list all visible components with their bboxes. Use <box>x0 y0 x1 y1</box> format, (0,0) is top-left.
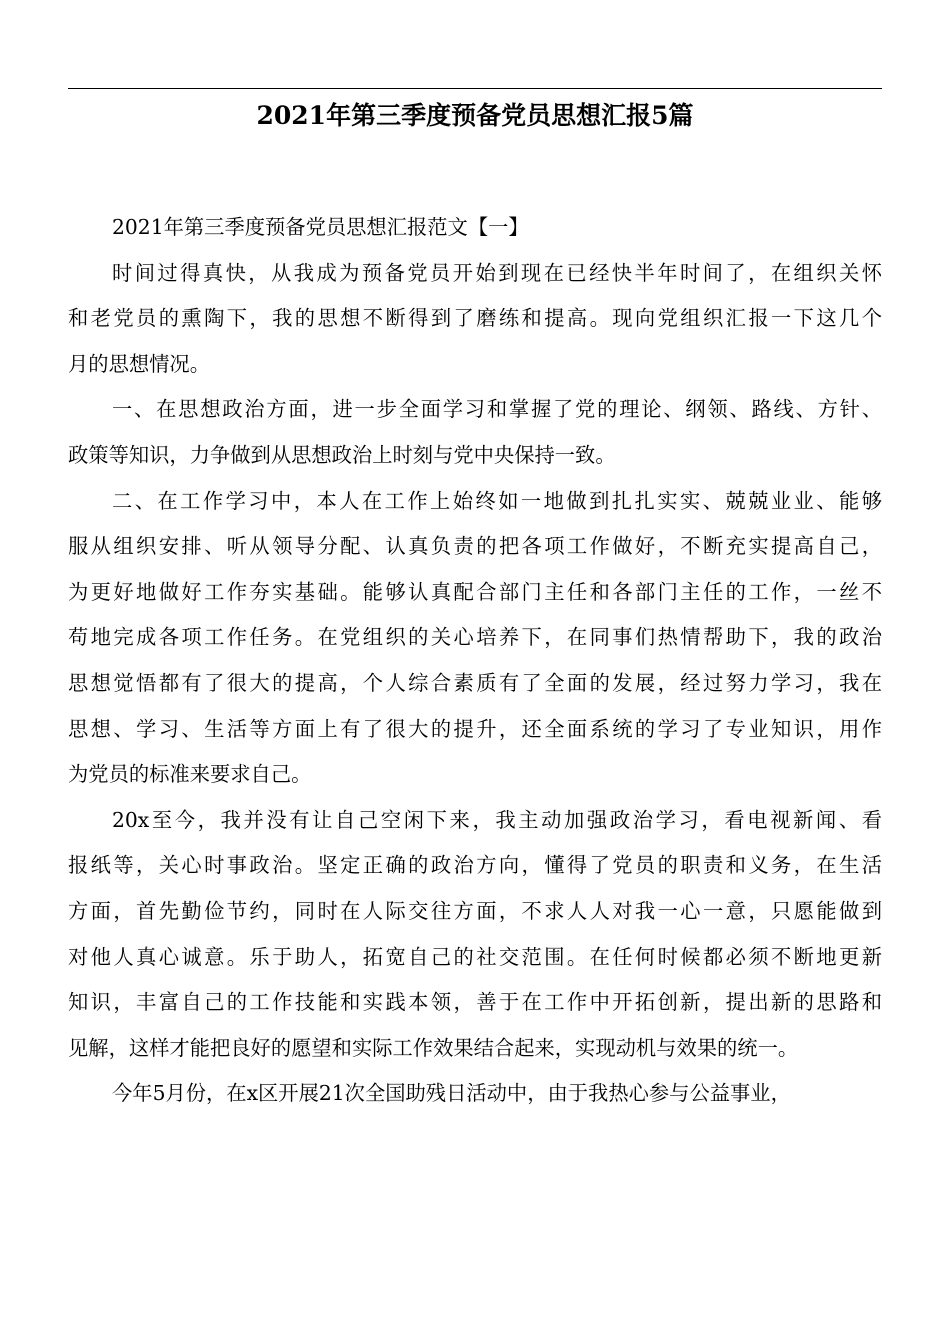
paragraph-line: 知识，丰富自己的工作技能和实践本领，善于在工作中开拓创新，提出新的思路和 <box>68 990 882 1015</box>
paragraph-line: 思想觉悟都有了很大的提高，个人综合素质有了全面的发展，经过努力学习，我在 <box>68 670 882 695</box>
paragraph-5 <box>68 1071 882 1117</box>
paragraph-line: 20x至今，我并没有让自己空闲下来，我主动加强政治学习，看电视新闻、看 <box>112 807 882 832</box>
paragraph-line: 二、在工作学习中，本人在工作上始终如一地做到扎扎实实、兢兢业业、能够 <box>112 488 882 513</box>
paragraph-line: 时间过得真快，从我成为预备党员开始到现在已经快半年时间了，在组织关怀 <box>112 260 882 285</box>
section-heading: 2021年第三季度预备党员思想汇报范文【一】 <box>112 215 529 239</box>
paragraph-line: 和老党员的熏陶下，我的思想不断得到了磨练和提高。现向党组织汇报一下这几个 <box>68 306 882 331</box>
paragraph-3 <box>68 479 882 798</box>
paragraph-line: 为更好地做好工作夯实基础。能够认真配合部门主任和各部门主任的工作，一丝不 <box>68 579 882 604</box>
paragraph-line: 对他人真心诚意。乐于助人，拓宽自己的社交范围。在任何时候都必须不断地更新 <box>68 944 882 969</box>
paragraph-line: 为党员的标准来要求自己。 <box>68 762 312 787</box>
paragraph-4 <box>68 798 882 1072</box>
document-body <box>68 205 882 1117</box>
paragraph-line: 政策等知识，力争做到从思想政治上时刻与党中央保持一致。 <box>68 442 616 467</box>
paragraph-2 <box>68 387 882 478</box>
paragraph-line: 方面，首先勤俭节约，同时在人际交往方面，不求人人对我一心一意，只愿能做到 <box>68 898 882 923</box>
paragraph-line: 报纸等，关心时事政治。坚定正确的政治方向，懂得了党员的职责和义务，在生活 <box>68 853 882 878</box>
paragraph-line: 今年5月份，在x区开展21次全国助残日活动中，由于我热心参与公益事业， <box>112 1081 791 1106</box>
paragraph-1 <box>68 251 882 388</box>
paragraph-line: 思想、学习、生活等方面上有了很大的提升，还全面系统的学习了专业知识，用作 <box>68 716 882 741</box>
paragraph-line: 月的思想情况。 <box>68 351 210 376</box>
paragraph-line: 服从组织安排、听从领导分配、认真负责的把各项工作做好，不断充实提高自己， <box>68 534 882 559</box>
paragraph-line: 苟地完成各项工作任务。在党组织的关心培养下，在同事们热情帮助下，我的政治 <box>68 625 882 650</box>
document-title: 2021年第三季度预备党员思想汇报5篇 <box>256 101 694 130</box>
paragraph-line: 一、在思想政治方面，进一步全面学习和掌握了党的理论、纲领、路线、方针、 <box>112 397 882 422</box>
header-rule <box>68 88 882 89</box>
paragraph-line: 见解，这样才能把良好的愿望和实际工作效果结合起来，实现动机与效果的统一。 <box>68 1035 799 1060</box>
